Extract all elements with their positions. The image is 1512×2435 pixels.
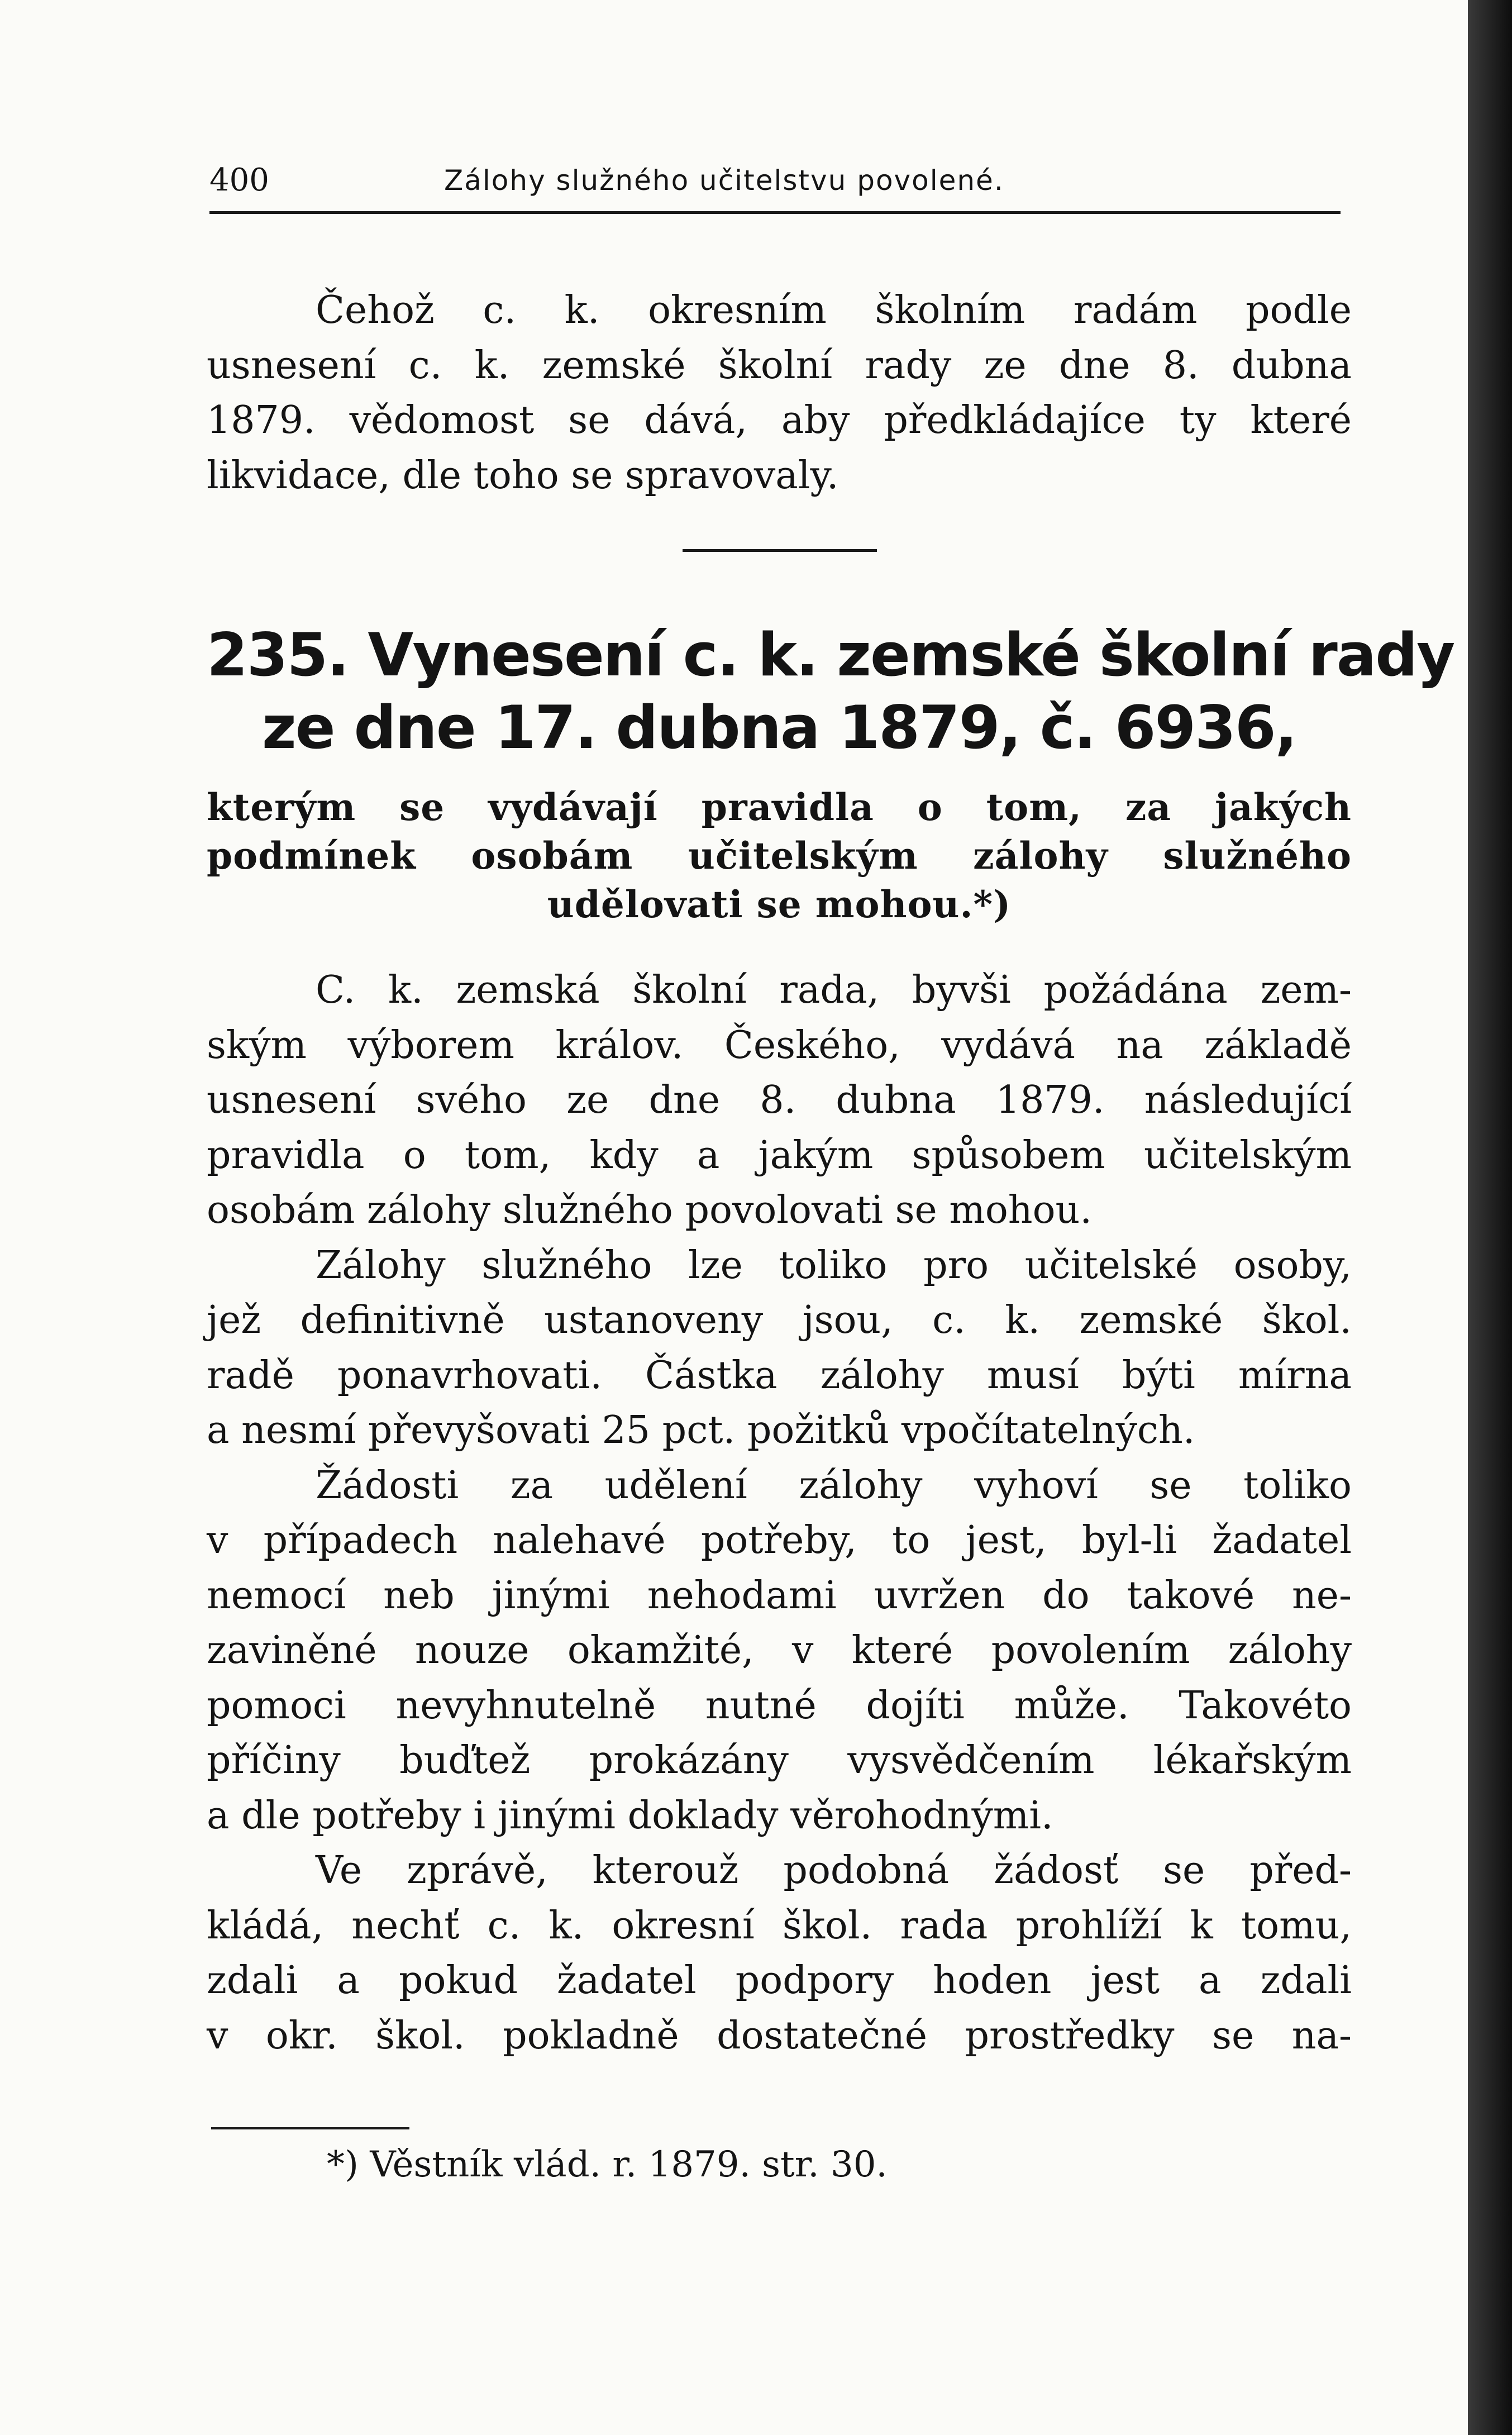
header-rule [209,211,1341,214]
intro-paragraph [207,283,1352,503]
text-line: v případech nalehavé potřeby, to jest, byl-li žadatel [207,1518,1352,1562]
text-line: likvidace, dle toho se spravovaly. [207,453,839,498]
running-title: Zálohy služného učitelstvu povolené. [444,164,1004,197]
text-line: v okr. škol. pokladně dostatečné prostředky se na- [207,2013,1352,2058]
page-header [209,158,1349,203]
section-heading [207,619,1454,764]
text-line: Čehož c. k. okresním školním radám podle [316,288,1352,332]
page-edge-shadow [1468,0,1512,2435]
text-line: pravidla o tom, kdy a jakým spůsobem učitelským [207,1133,1352,1178]
text-line: jež definitivně ustanoveny jsou, c. k. zemské škol. [207,1298,1352,1342]
subheading-line: podmínek osobám učitelským zálohy služného [207,834,1352,878]
text-line: příčiny buďtež prokázány vysvědčením lékařským [207,1738,1352,1783]
footnote-rule [211,2127,409,2129]
page-number: 400 [209,162,269,198]
text-line: ským výborem králov. Českého, vydává na základě [207,1023,1352,1068]
text-line: osobám zálohy služného povolovati se mohou. [207,1188,1092,1232]
text-line: Zálohy služného lze toliko pro učitelské osoby, [316,1243,1352,1288]
text-line: usnesení svého ze dne 8. dubna 1879. následující [207,1078,1352,1122]
text-line: kládá, nechť c. k. okresní škol. rada prohlíží k tomu, [207,1903,1352,1948]
text-line: zaviněné nouze okamžité, v které povolením zálohy [207,1628,1352,1672]
section-divider [683,549,877,552]
body-text [207,963,1352,2064]
heading-line: ze dne 17. dubna 1879, č. 6936, [262,693,1296,762]
text-line: 1879. vědomost se dává, aby předkládajíce ty které [207,398,1352,442]
text-line: Ve zprávě, kterouž podobná žádosť se před- [316,1848,1352,1893]
footnote: *) Věstník vlád. r. 1879. str. 30. [327,2144,888,2185]
section-subheading [207,783,1352,929]
text-line: usnesení c. k. zemské školní rady ze dne 8. dubna [207,343,1352,388]
text-line: C. k. zemská školní rada, byvši požádána zem- [316,968,1352,1012]
heading-line: 235. Vynesení c. k. zemské školní rady [207,621,1454,689]
text-line: a nesmí převyšovati 25 pct. požitků vpočítatelných. [207,1408,1195,1452]
text-line: Žádosti za udělení zálohy vyhoví se toliko [316,1463,1352,1508]
text-line: nemocí neb jinými nehodami uvržen do takové ne- [207,1573,1352,1618]
subheading-line: udělovati se mohou.*) [547,883,1012,926]
text-line: zdali a pokud žadatel podpory hoden jest a zdali [207,1959,1352,2003]
text-line: a dle potřeby i jinými doklady věrohodnými. [207,1793,1053,1838]
text-line: radě ponavrhovati. Částka zálohy musí býti mírna [207,1353,1352,1398]
subheading-line: kterým se vydávají pravidla o tom, za jakých [207,785,1352,829]
text-line: pomoci nevyhnutelně nutné dojíti může. Takovéto [207,1683,1352,1728]
